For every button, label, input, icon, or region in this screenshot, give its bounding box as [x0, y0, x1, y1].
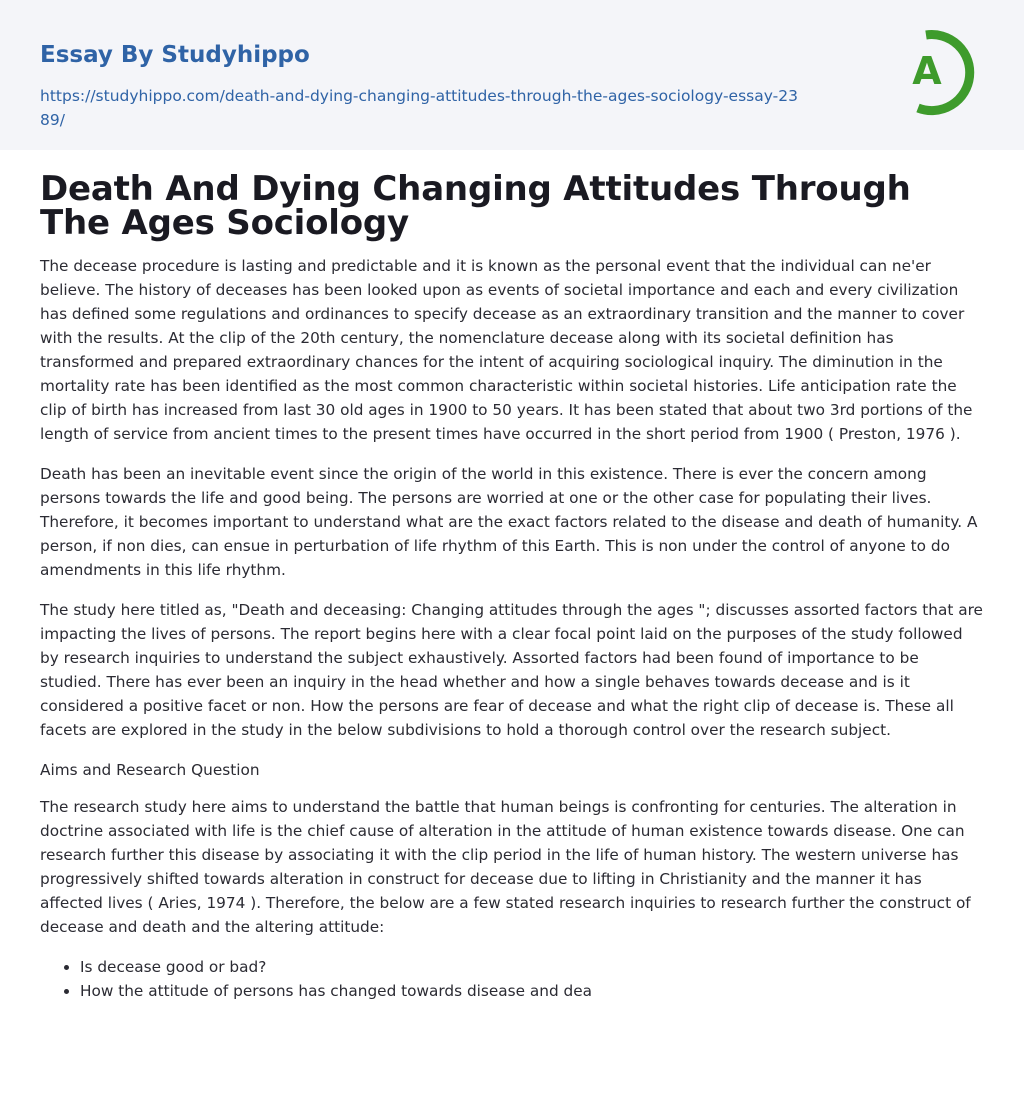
- brand-title: Essay By Studyhippo: [40, 42, 310, 68]
- article-paragraph-3: The study here titled as, "Death and deceasing: Changing attitudes through the ages "; discusses assorted factors that are impacting the lives of persons. The report begins here with a clear focal point laid on the purposes of the study followed by research inquiries to understand the subject exhaustively. Assorted factors had been found of importance to be studied. There has ever been an inquiry in the head whether and how a single behaves towards decease and is it considered a positive facet or non. How the persons are fear of decease and what the right clip of decease is. These all facets are explored in the study in the below subdivisions to hold a thorough control over the research subject.: [40, 601, 983, 739]
- site-header: [0, 0, 1024, 150]
- research-questions-list: [40, 955, 984, 1003]
- logo-letter: A: [912, 49, 942, 93]
- studyhippo-logo-icon: [896, 28, 986, 118]
- essay-url-link[interactable]: https://studyhippo.com/death-and-dying-changing-attitudes-through-the-ages-sociology-essay-2389/: [40, 87, 798, 129]
- article-paragraph-4: The research study here aims to understand the battle that human beings is confronting for centuries. The alteration in doctrine associated with life is the chief cause of alteration in the attitude of human existence towards disease. One can research further this disease by associating it with the clip period in the life of human history. The western universe has progressively shifted towards alteration in construct for decease due to lifting in Christianity and the manner it has affected lives ( Aries, 1974 ). Therefore, the below are a few stated research inquiries to research further the construct of decease and death and the altering attitude:: [40, 798, 971, 936]
- article-paragraph-1: The decease procedure is lasting and predictable and it is known as the personal event that the individual can ne'er believe. The history of deceases has been looked upon as events of societal importance and each and every civilization has defined some regulations and ordinances to specify decease as an extraordinary transition and the manner to cover with the results. At the clip of the 20th century, the nomenclature decease along with its societal definition has transformed and prepared extraordinary chances for the intent of acquiring sociological inquiry. The diminution in the mortality rate has been identified as the most common characteristic within societal histories. Life anticipation rate the clip of birth has increased from last 30 old ages in 1900 to 50 years. It has been stated that about two 3rd portions of the length of service from ancient times to the present times have occurred in the short period from 1900 ( Preston, 1976 ).: [40, 257, 973, 443]
- list-item: • How the attitude of persons has changed towards disease and dea: [80, 979, 984, 1003]
- article-content: [0, 169, 1024, 1003]
- list-item: • Is decease good or bad?: [80, 955, 984, 979]
- article-title: Death And Dying Changing Attitudes Through The Ages Sociology: [40, 169, 911, 243]
- section-subheading: Aims and Research Question: [40, 761, 260, 779]
- article-paragraph-2: Death has been an inevitable event since the origin of the world in this existence. There is ever the concern among persons towards the life and good being. The persons are worried at one or the other case for populating their lives. Therefore, it becomes important to understand what are the exact factors related to the disease and death of humanity. A person, if non dies, can ensue in perturbation of life rhythm of this Earth. This is non under the control of anyone to do amendments in this life rhythm.: [40, 465, 978, 579]
